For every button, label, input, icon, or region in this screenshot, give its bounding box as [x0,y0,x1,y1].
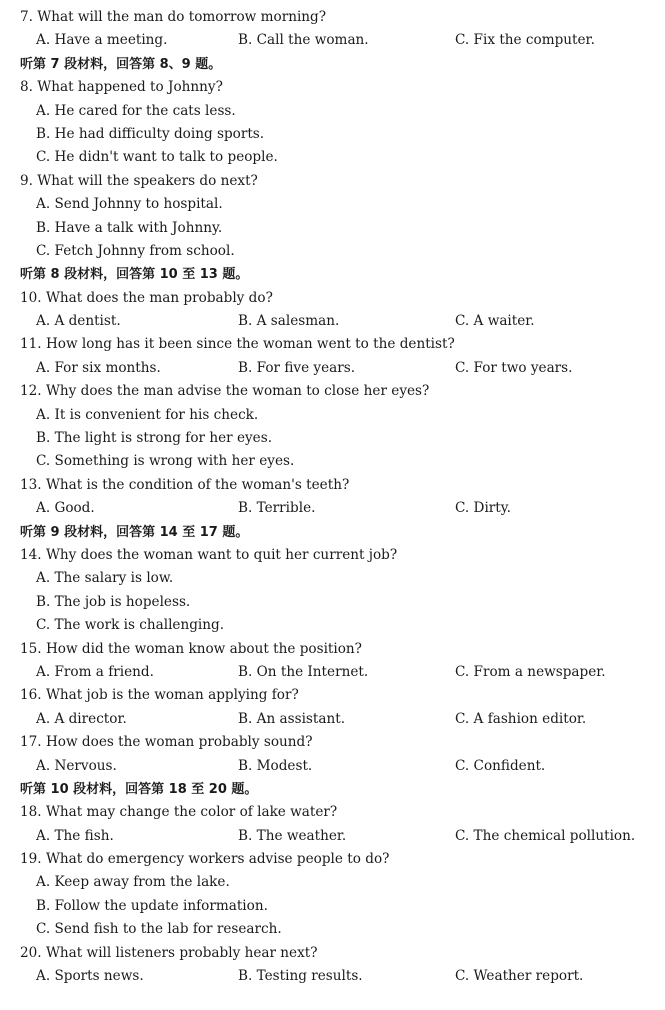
question: 19. What do emergency workers advise people to do? [20,851,390,868]
option: A. Send Johnny to hospital. [36,196,223,213]
option-a: A. Have a meeting. [36,32,168,49]
option-c: C. A waiter. [455,313,535,330]
option: C. Something is wrong with her eyes. [36,453,295,470]
option-c: C. Dirty. [455,500,511,517]
option-c: C. Weather report. [455,968,584,985]
option-c: C. A fashion editor. [455,710,587,727]
option: B. Follow the update information. [36,897,268,914]
option-a: A. From a friend. [36,663,154,680]
options-row [0,497,665,520]
option-b: B. Call the woman. [238,32,369,49]
option: A. Keep away from the lake. [36,874,230,891]
question: 14. Why does the woman want to quit her current job? [20,546,398,563]
option-a: A. A director. [36,710,127,727]
options-row [0,755,665,778]
option-b: B. A salesman. [238,313,340,330]
option: B. He had difficulty doing sports. [36,125,265,142]
question: 7. What will the man do tomorrow morning? [20,9,327,25]
option-c: C. From a newspaper. [455,663,606,680]
option-a: A. The fish. [36,827,114,844]
options-row [0,965,665,988]
option-c: C. The chemical pollution. [455,827,636,844]
option-b: B. Testing results. [238,968,363,985]
option-c: C. For two years. [455,359,573,376]
option-c: C. Fix the computer. [455,32,595,49]
section-instruction: 听第 8 段材料，回答第 10 至 13 题。 [20,267,249,283]
option-b: B. For five years. [238,359,356,376]
option-a: A. Sports news. [36,968,144,985]
option: C. Fetch Johnny from school. [36,242,235,259]
option: A. He cared for the cats less. [36,102,236,119]
option: B. Have a talk with Johnny. [36,219,223,236]
options-row [0,29,665,52]
question: 16. What job is the woman applying for? [20,687,299,704]
option-b: B. An assistant. [238,710,346,727]
section-instruction: 听第 9 段材料，回答第 14 至 17 题。 [20,524,249,540]
section-instruction: 听第 10 段材料，回答第 18 至 20 题。 [20,781,258,797]
question: 11. How long has it been since the woman went to the dentist? [20,336,455,353]
question: 13. What is the condition of the woman's teeth? [20,476,350,493]
option: C. He didn't want to talk to people. [36,149,278,166]
option: B. The light is strong for her eyes. [36,430,273,447]
options-row [0,825,665,848]
section-instruction: 听第 7 段材料，回答第 8、9 题。 [20,56,222,72]
option-b: B. On the Internet. [238,663,369,680]
option-a: A. For six months. [36,359,161,376]
options-row [0,357,665,380]
question: 20. What will listeners probably hear next? [20,944,318,961]
question: 18. What may change the color of lake water? [20,804,338,821]
option-b: B. Modest. [238,757,313,774]
option: C. Send fish to the lab for research. [36,921,282,938]
exam-page [0,6,665,988]
options-row [0,310,665,333]
option: A. The salary is low. [36,570,174,587]
option-b: B. The weather. [238,827,347,844]
option: C. The work is challenging. [36,617,225,634]
question: 17. How does the woman probably sound? [20,734,313,751]
option-a: A. Good. [36,500,95,517]
option-a: A. A dentist. [36,313,121,330]
option-b: B. Terrible. [238,500,316,517]
question: 9. What will the speakers do next? [20,172,258,189]
option: B. The job is hopeless. [36,593,191,610]
option-a: A. Nervous. [36,757,117,774]
question: 12. Why does the man advise the woman to close her eyes? [20,383,430,400]
question: 15. How did the woman know about the position? [20,640,362,657]
option: A. It is convenient for his check. [36,406,259,423]
question: 10. What does the man probably do? [20,289,273,306]
question: 8. What happened to Johnny? [20,79,223,96]
option-c: C. Confident. [455,757,546,774]
options-row [0,708,665,731]
options-row [0,661,665,684]
